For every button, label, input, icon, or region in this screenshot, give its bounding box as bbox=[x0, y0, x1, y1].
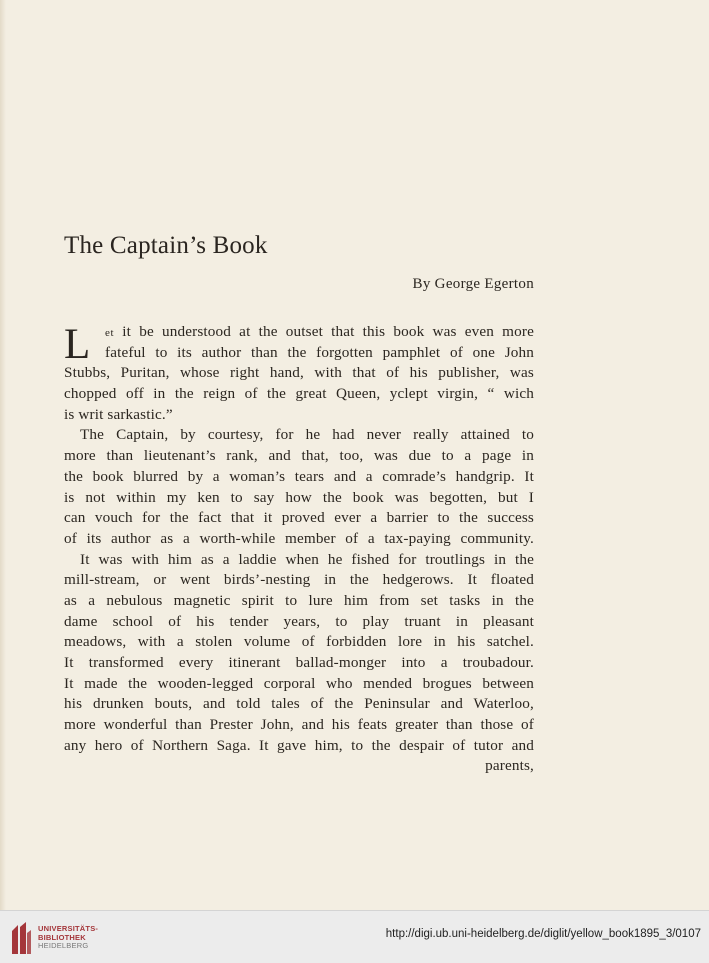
text-line: Stubbs, Puritan, whose right hand, with that of his publisher, was bbox=[64, 364, 534, 382]
page-edge-shadow bbox=[0, 0, 6, 910]
text-line: any hero of Northern Saga. It gave him, to the despair of tutor and bbox=[64, 736, 534, 754]
catchword: parents, bbox=[485, 757, 534, 775]
small-caps-word: et bbox=[105, 327, 115, 339]
text-line: The Captain, by courtesy, for he had never really attained to bbox=[80, 426, 534, 444]
text-line: chopped off in the reign of the great Queen, yclept virgin, “ wich bbox=[64, 385, 534, 403]
library-logo-text[interactable]: UNIVERSITÄTS- BIBLIOTHEK HEIDELBERG bbox=[38, 924, 99, 950]
text-line: more than lieutenant’s rank, and that, too, was due to a page in bbox=[64, 447, 534, 465]
text-line: mill-stream, or went birds’-nesting in the hedgerows. It floated bbox=[64, 571, 534, 589]
chapter-title: The Captain’s Book bbox=[64, 232, 268, 259]
text-line: more wonderful than Prester John, and his feats greater than those of bbox=[64, 716, 534, 734]
text-line: the book blurred by a woman’s tears and a comrade’s handgrip. It bbox=[64, 467, 534, 485]
text-line: It made the wooden-legged corporal who mended brogues between bbox=[64, 674, 534, 692]
library-logo-icon[interactable] bbox=[10, 921, 32, 955]
text-line: is writ sarkastic.” bbox=[64, 405, 173, 423]
text-line: his drunken bouts, and told tales of the Peninsular and Waterloo, bbox=[64, 695, 534, 713]
text-line: It transformed every itinerant ballad-monger into a troubadour. bbox=[64, 654, 534, 671]
text-line: et it be understood at the outset that this book was even more bbox=[105, 323, 534, 340]
text-line: of its author as a worth-while member of a tax-paying community. bbox=[64, 529, 534, 547]
body-text bbox=[64, 322, 534, 777]
text-line: can vouch for the fact that it proved ever a barrier to the success bbox=[64, 509, 534, 527]
text-line: as a nebulous magnetic spirit to lure him from set tasks in the bbox=[64, 591, 534, 609]
text-line: dame school of his tender years, to play truant in pleasant bbox=[64, 612, 534, 630]
text-line: It was with him as a laddie when he fished for troutlings in the bbox=[80, 550, 534, 568]
text-line: fateful to its author than the forgotten pamphlet of one John bbox=[105, 343, 534, 361]
author-byline: By George Egerton bbox=[412, 276, 534, 292]
text-line: meadows, with a stolen volume of forbidden lore in his satchel. bbox=[64, 633, 534, 651]
library-footer bbox=[0, 910, 709, 963]
text-line: is not within my ken to say how the book was begotten, but I bbox=[64, 488, 534, 506]
source-url-link[interactable]: http://digi.ub.uni-heidelberg.de/diglit/yellow_book1895_3/0107 bbox=[385, 928, 701, 940]
drop-cap: L bbox=[64, 321, 91, 368]
